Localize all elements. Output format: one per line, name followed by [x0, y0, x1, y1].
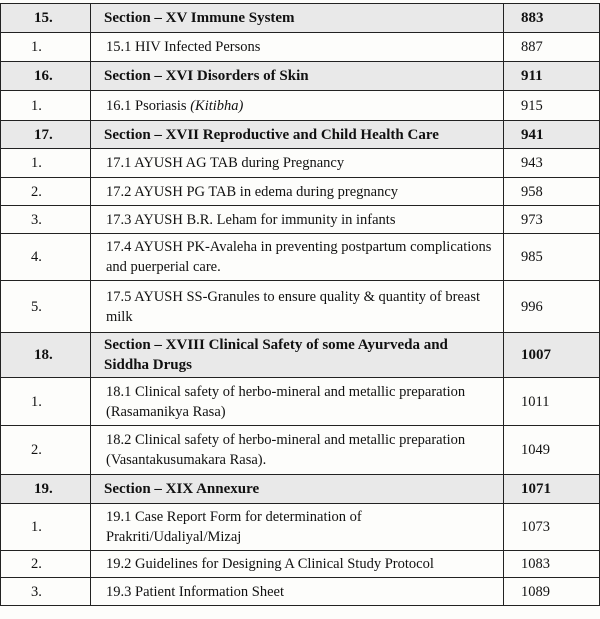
section-title: Section – XVIII Clinical Safety of some Ayurveda and Siddha Drugs — [91, 333, 504, 378]
item-title: 17.3 AYUSH B.R. Leham for immunity in infants — [91, 206, 504, 234]
page-number: 915 — [504, 91, 600, 121]
item-number: 1. — [1, 504, 91, 551]
item-title: 18.1 Clinical safety of herbo-mineral and metallic preparation (Rasamanikya Rasa) — [91, 378, 504, 426]
page-number: 1089 — [504, 578, 600, 606]
item-title: 17.2 AYUSH PG TAB in edema during pregnancy — [91, 178, 504, 206]
page-number: 1071 — [504, 475, 600, 504]
section-row — [1, 4, 600, 33]
item-title: 19.1 Case Report Form for determination of Prakriti/Udaliyal/Mizaj — [91, 504, 504, 551]
page-number: 985 — [504, 234, 600, 281]
page-number: 1011 — [504, 378, 600, 426]
table-row — [1, 91, 600, 121]
page-number: 1049 — [504, 426, 600, 475]
page-number: 911 — [504, 62, 600, 91]
table-row — [1, 281, 600, 333]
item-title: 17.5 AYUSH SS-Granules to ensure quality & quantity of breast milk — [91, 281, 504, 333]
page-number: 943 — [504, 149, 600, 178]
page-number: 887 — [504, 33, 600, 62]
page-number: 1073 — [504, 504, 600, 551]
item-number: 1. — [1, 33, 91, 62]
table-row — [1, 426, 600, 475]
item-number: 1. — [1, 149, 91, 178]
item-number: 2. — [1, 426, 91, 475]
page-number: 941 — [504, 121, 600, 149]
item-number: 4. — [1, 234, 91, 281]
item-number: 3. — [1, 206, 91, 234]
table-row — [1, 33, 600, 62]
item-number: 2. — [1, 178, 91, 206]
page-number: 996 — [504, 281, 600, 333]
page-number: 1083 — [504, 551, 600, 578]
table-row — [1, 378, 600, 426]
item-title-text: 16.1 Psoriasis — [106, 97, 191, 114]
section-row — [1, 475, 600, 504]
section-number: 17. — [1, 121, 91, 149]
page-number: 973 — [504, 206, 600, 234]
page-number: 1007 — [504, 333, 600, 378]
item-title: 19.3 Patient Information Sheet — [91, 578, 504, 606]
section-row — [1, 121, 600, 149]
section-number: 18. — [1, 333, 91, 378]
table-row — [1, 578, 600, 606]
section-title: Section – XVI Disorders of Skin — [91, 62, 504, 91]
section-number: 19. — [1, 475, 91, 504]
section-number: 15. — [1, 4, 91, 33]
table-row — [1, 504, 600, 551]
item-number: 2. — [1, 551, 91, 578]
item-number: 5. — [1, 281, 91, 333]
item-number: 1. — [1, 91, 91, 121]
item-title: 19.2 Guidelines for Designing A Clinical Study Protocol — [91, 551, 504, 578]
section-title: Section – XVII Reproductive and Child Health Care — [91, 121, 504, 149]
page-number: 958 — [504, 178, 600, 206]
item-number: 1. — [1, 378, 91, 426]
table-row — [1, 234, 600, 281]
item-title: 18.2 Clinical safety of herbo-mineral and metallic preparation (Vasantakusumakara Rasa). — [91, 426, 504, 475]
section-row — [1, 333, 600, 378]
contents-table — [0, 3, 600, 606]
section-title: Section – XIX Annexure — [91, 475, 504, 504]
section-number: 16. — [1, 62, 91, 91]
table-row — [1, 206, 600, 234]
item-title — [91, 91, 504, 121]
item-title: 15.1 HIV Infected Persons — [91, 33, 504, 62]
item-title: 17.1 AYUSH AG TAB during Pregnancy — [91, 149, 504, 178]
page-number: 883 — [504, 4, 600, 33]
section-title: Section – XV Immune System — [91, 4, 504, 33]
item-number: 3. — [1, 578, 91, 606]
table-row — [1, 551, 600, 578]
section-row — [1, 62, 600, 91]
item-title: 17.4 AYUSH PK-Avaleha in preventing postpartum complications and puerperial care. — [91, 234, 504, 281]
table-row — [1, 178, 600, 206]
table-row — [1, 149, 600, 178]
item-title-italic: (Kitibha) — [190, 97, 244, 114]
